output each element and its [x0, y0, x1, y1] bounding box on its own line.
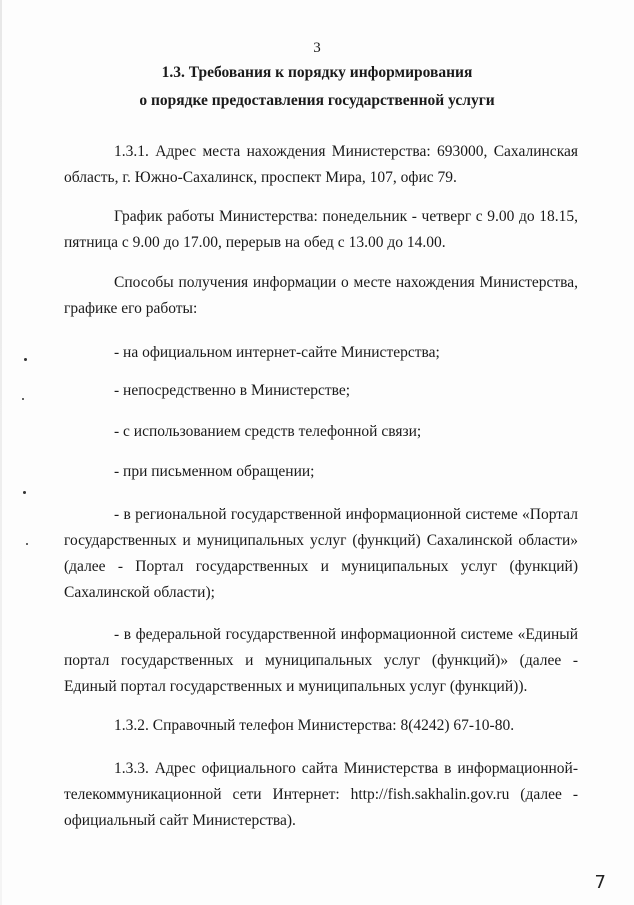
scan-dot [22, 398, 24, 400]
handwritten-page-mark: 7 [594, 872, 606, 893]
scan-dot [24, 358, 27, 361]
section-heading-line-2: о порядке предоставления государственной услуги [139, 92, 495, 109]
section-heading-line-1: 1.3. Требования к порядку информирования [161, 64, 473, 81]
page-number: 3 [313, 40, 321, 56]
paragraph-info-methods: Способы получения информации о месте нахождения Министерства, графике его работы: [64, 274, 578, 317]
scan-edge [0, 0, 2, 905]
scan-dot [26, 543, 28, 545]
list-item-regional-portal: - в региональной государственной информационной системе «Портал государственных и муниципальных услуг (функций) Сахалинской области» (далее - Портал государственных и муниципальных услуг (функций) Сахалинской области); [64, 506, 578, 601]
scan-dot [23, 491, 26, 494]
list-item-written: - при письменном обращении; [114, 463, 315, 480]
paragraph-schedule: График работы Министерства: понедельник - четверг с 9.00 до 18.15, пятница с 9.00 до 17.00, перерыв на обед с 13.00 до 14.00. [64, 208, 578, 251]
list-item-website: - на официальном интернет-сайте Министерства; [114, 344, 440, 361]
paragraph-website: 1.3.3. Адрес официального сайта Министерства в информационной-телекоммуникационной сети Интернет: http://fish.sakhalin.gov.ru (далее - официальный сайт Министерства). [64, 760, 578, 829]
list-item-federal-portal: - в федеральной государственной информационной системе «Единый портал государственных и муниципальных услуг (функций)» (далее - Единый портал государственных и муниципальных услуг (функций)). [64, 626, 578, 695]
list-item-phone: - с использованием средств телефонной связи; [114, 423, 422, 440]
paragraph-address: 1.3.1. Адрес места нахождения Министерства: 693000, Сахалинская область, г. Южно-Сахалинск, проспект Мира, 107, офис 79. [64, 143, 578, 186]
list-item-in-person: - непосредственно в Министерстве; [114, 382, 351, 399]
paragraph-phone: 1.3.2. Справочный телефон Министерства: 8(4242) 67-10-80. [114, 717, 515, 734]
